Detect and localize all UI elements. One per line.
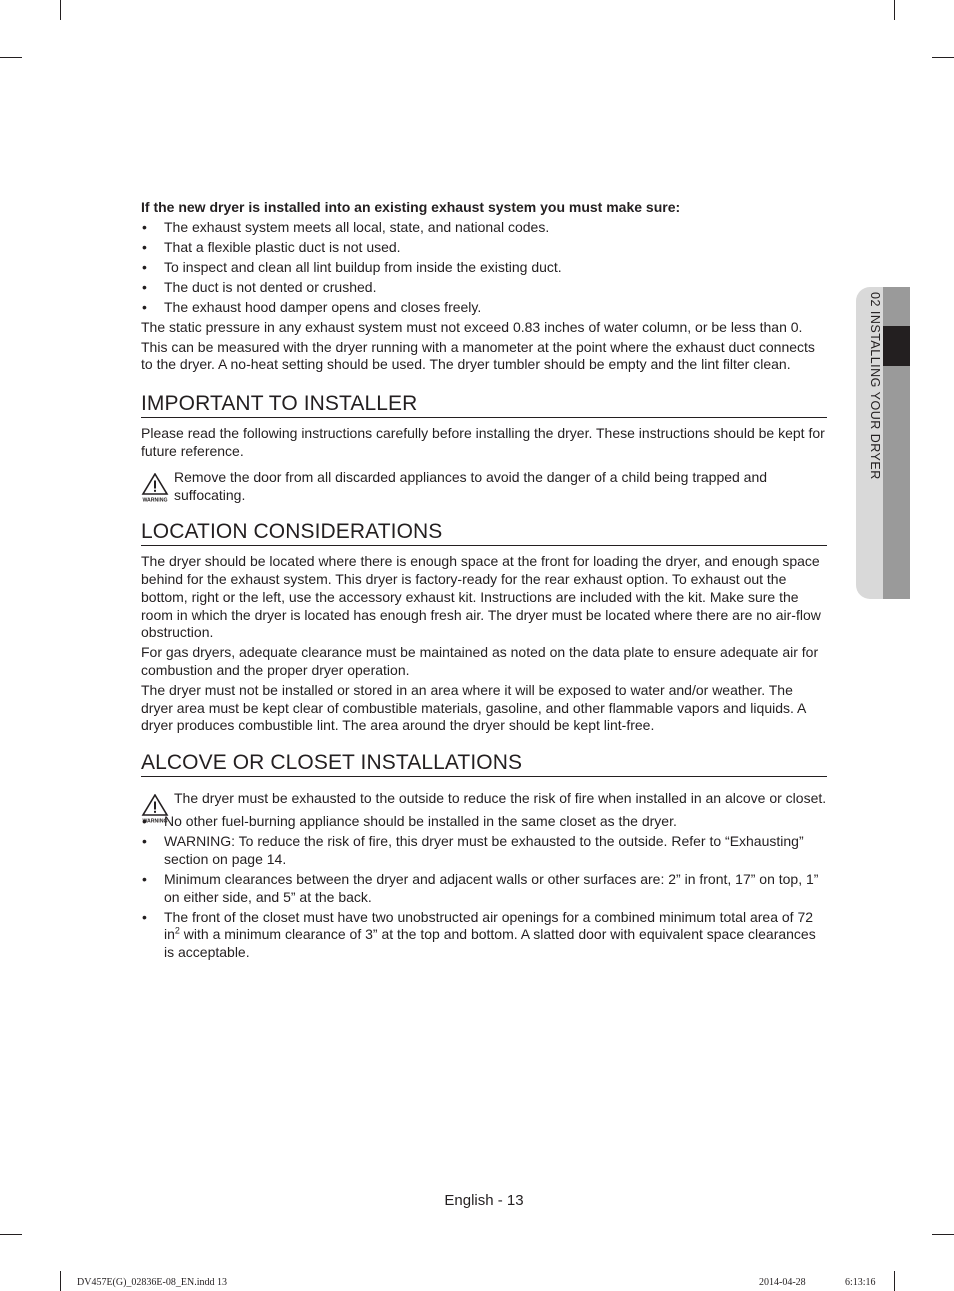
crop-mark [894,0,895,20]
crop-mark [60,0,61,20]
exhausting-link[interactable]: Exhausting [729,833,799,850]
superscript: 2 [174,925,180,936]
location-paragraph: For gas dryers, adequate clearance must be maintained as noted on the data plate to ensure adequate air for combustion and the proper dryer operation. [141,644,819,679]
section-heading-location: LOCATION CONSIDERATIONS [141,520,827,546]
slug-filename: DV457E(G)_02836E-08_EN.indd 13 [77,1277,227,1288]
bullet-text: The front of the closet must have two unobstructed air openings for a combined minimum total area of 72 in [164,908,814,943]
warning-block [141,469,827,505]
list-item [141,909,827,962]
main-content [141,199,827,962]
location-paragraph: The dryer must not be installed or stored in an area where it will be exposed to water and/or weather. The dryer area must be kept clear of combustible materials, gasoline, and other flammable vapors and liquids. A dryer produces combustible lint. The area around the dryer should be kept lint-free. [141,681,806,734]
slug-time: 6:13:16 [845,1277,876,1288]
section-heading-important: IMPORTANT TO INSTALLER [141,392,827,418]
measurement-text: This can be measured with the dryer running with a manometer at the point where the exhaust duct connects to the dryer. A no-heat setting should be used. The dryer tumbler should be empty and the lint filter clean. [141,338,815,373]
crop-mark [60,1271,61,1291]
list-item [141,833,827,869]
crop-mark [0,1234,22,1235]
warning-text: Remove the door from all discarded appliances to avoid the danger of a child being trapped and suffocating. [174,468,768,503]
list-item: • That a flexible plastic duct is not used. [141,239,827,257]
chapter-tab-marker [883,326,910,366]
bullet-text: . [282,850,287,867]
alcove-bullet-list [141,813,827,962]
page-link[interactable]: 14 [266,850,283,867]
warning-text: The dryer must be exhausted to the outside to reduce the risk of fire when installed in an alcove or closet. [174,790,827,807]
bullet-text: ” section on page [164,833,804,867]
list-item: • The duct is not dented or crushed. [141,279,827,297]
crop-mark [0,57,22,58]
bullet-text: with a minimum clearance of 3” at the top and bottom. A slatted door with equivalent space clearances is acceptable. [164,926,816,961]
section-heading-alcove: ALCOVE OR CLOSET INSTALLATIONS [141,751,827,777]
intro-bullet-list [141,219,827,317]
crop-mark [932,1234,954,1235]
slug-date: 2014-04-28 [759,1277,806,1288]
warning-icon-label: WARNING [142,497,168,503]
page-number: English - 13 [444,1192,524,1209]
list-item: • The exhaust system meets all local, state, and national codes. [141,219,827,237]
chapter-tab-label: 02 INSTALLING YOUR DRYER [868,292,882,480]
intro-heading: If the new dryer is installed into an existing exhaust system you must make sure: [141,199,681,215]
important-text: Please read the following instructions carefully before installing the dryer. These instructions should be kept for future reference. [141,425,825,459]
crop-mark [894,1271,895,1291]
warning-icon-label: WARNING [142,818,168,825]
location-paragraph: The dryer should be located where there is enough space at the front for loading the dryer, and enough space behind for the exhaust system. This dryer is factory-ready for the rear exhaust option. To exhaust out the bottom, right or the left, use the accessory exhaust kit. Instructions are included with the kit. Make sure the room in which the dryer is located has enough fresh air. The dryer must be located where there are no air-flow obstruction. [141,553,821,641]
bullet-text: WARNING: To reduce the risk of fire, this dryer must be exhausted to the outside. Refer to “ [164,833,730,850]
list-item: • The exhaust hood damper opens and closes freely. [141,299,827,317]
list-item: • Minimum clearances between the dryer and adjacent walls or other surfaces are: 2” in front, 17” on top, 1” on either side, and 5” at the back. [141,871,827,907]
warning-icon [141,473,169,503]
crop-mark [932,57,954,58]
list-item: • No other fuel-burning appliance should be installed in the same closet as the dryer. [141,813,827,831]
list-item: • To inspect and clean all lint buildup from inside the existing duct. [141,259,827,277]
static-pressure-text: The static pressure in any exhaust system must not exceed 0.83 inches of water column, or be less than 0. [141,318,803,335]
